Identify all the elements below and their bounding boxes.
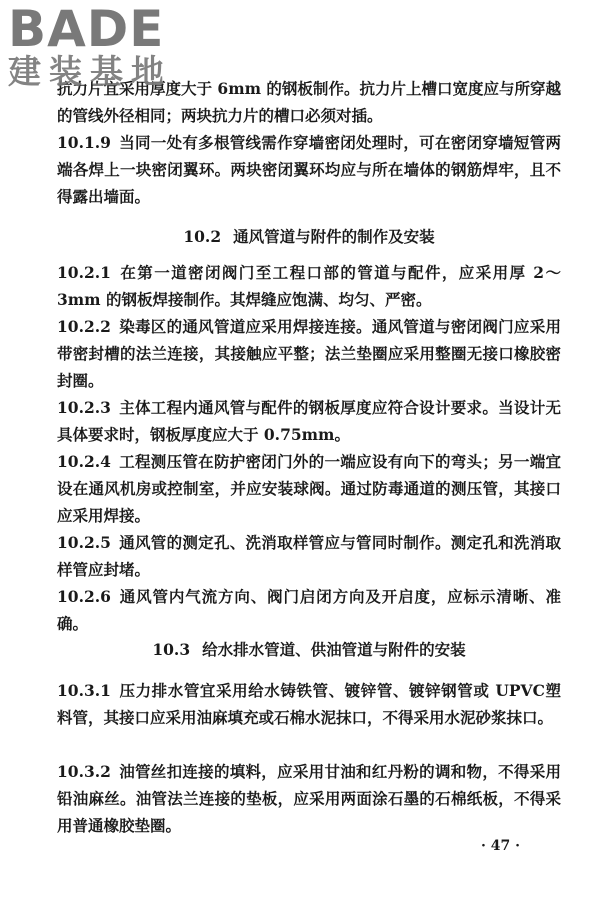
- section-title: 给水排水管道、供油管道与附件的安装: [202, 640, 466, 659]
- watermark-latin-text: BADE: [8, 0, 165, 58]
- paragraph-text: 当同一处有多根管线需作穿墙密闭处理时，可在密闭穿墙短管两端各焊上一块密闭翼环。两块密闭翼环均应与所在墙体的钢筋焊牢，且不得露出墙面。: [57, 133, 561, 206]
- paragraph-text: 通风管的测定孔、洗消取样管应与管同时制作。测定孔和洗消取样管应封堵。: [57, 533, 561, 579]
- clause-number: 10.2.4: [57, 452, 111, 471]
- paragraph-10-2-2: [57, 313, 561, 394]
- clause-number: 10.2.6: [57, 587, 111, 606]
- paragraph-text: 在第一道密闭阀门至工程口部的管道与配件，应采用厚 2～3mm 的钢板焊接制作。其焊缝应饱满、均匀、严密。: [57, 263, 561, 309]
- watermark-chinese-text: 建装基地: [8, 52, 172, 91]
- section-title: 通风管道与附件的制作及安装: [233, 227, 435, 246]
- paragraph-text: 压力排水管宜采用给水铸铁管、镀锌管、镀锌钢管或 UPVC塑料管，其接口应采用油麻填充或石棉水泥抹口，不得采用水泥砂浆抹口。: [57, 681, 561, 727]
- clause-number: 10.2.3: [57, 398, 111, 417]
- paragraph-10-3-1: [57, 677, 561, 731]
- section-heading-10-2: [57, 223, 561, 250]
- paragraph-text: 主体工程内通风管与配件的钢板厚度应符合设计要求。当设计无具体要求时，钢板厚度应大于 0.75mm。: [57, 398, 561, 444]
- paragraph-text: 抗力片宜采用厚度大于 6mm 的钢板制作。抗力片上槽口宽度应与所穿越的管线外径相同；两块抗力片的槽口必须对插。: [57, 79, 561, 125]
- paragraph-10-3-2: [57, 758, 561, 839]
- clause-number: 10.3.1: [57, 681, 111, 700]
- paragraph-10-2-5: [57, 529, 561, 583]
- paragraph-text: 工程测压管在防护密闭门外的一端应设有向下的弯头；另一端宜设在通风机房或控制室，并应安装球阀。通过防毒通道的测压管，其接口应采用焊接。: [57, 452, 561, 525]
- paragraph-text: 通风管内气流方向、阀门启闭方向及开启度，应标示清晰、准确。: [57, 587, 561, 633]
- clause-number: 10.2.2: [57, 317, 111, 336]
- watermark-logo: [8, 0, 178, 96]
- clause-number: 10.1.9: [57, 133, 111, 152]
- paragraph-text: 染毒区的通风管道应采用焊接连接。通风管道与密闭阀门应采用带密封槽的法兰连接，其接触应平整；法兰垫圈应采用整圈无接口橡胶密封圈。: [57, 317, 561, 390]
- paragraph-10-2-1: [57, 259, 561, 313]
- paragraph-10-2-3: [57, 394, 561, 448]
- clause-number: 10.2.5: [57, 533, 111, 552]
- section-heading-10-3: [57, 636, 561, 663]
- paragraph-10-2-6: [57, 583, 561, 637]
- paragraph-10-2-4: [57, 448, 561, 529]
- page-number: · 47 ·: [481, 838, 520, 854]
- section-number: 10.3: [152, 640, 191, 659]
- section-number: 10.2: [183, 227, 222, 246]
- paragraph-text: 油管丝扣连接的填料，应采用甘油和红丹粉的调和物，不得采用铅油麻丝。油管法兰连接的垫板，应采用两面涂石墨的石棉纸板，不得采用普通橡胶垫圈。: [57, 762, 561, 835]
- clause-number: 10.3.2: [57, 762, 111, 781]
- clause-number: 10.2.1: [57, 263, 111, 282]
- paragraph-10-1-9: [57, 129, 561, 210]
